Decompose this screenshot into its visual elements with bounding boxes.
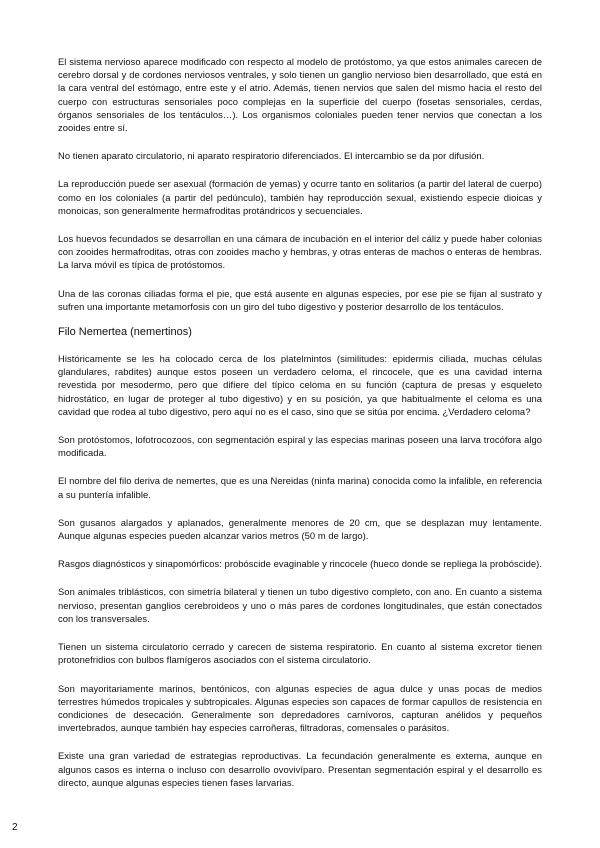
paragraph-body-size: Son gusanos alargados y aplanados, generalmente menores de 20 cm, que se desplazan muy lentamente. Aunque algunas especies pueden alcanzar varios metros (50 m de largo).: [58, 516, 542, 542]
paragraph-circulatory: No tienen aparato circulatorio, ni aparato respiratorio diferenciados. El intercambio se da por difusión.: [58, 150, 485, 162]
paragraph-habitat: Son mayoritariamente marinos, bentónicos, con algunas especies de agua dulce y unas pocas de medios terrestres húmedos tropicales y subtropicales. Algunas especies son capaces de formar capullos de resistencia en condiciones de desecación. Generalmente son depredadores carnívoros, capturan anélidos y pequeños invertebrados, aunque también hay especies carroñeras, filtradoras, comensales o parásitos.: [58, 682, 542, 734]
paragraph-eggs: Los huevos fecundados se desarrollan en una cámara de incubación en el interior del cáliz y puede haber colonias con zooides hermafroditas, otras con zooides macho y hembras, y otras enteras de machos o enteras de hembras. La larva móvil es típica de protóstomos.: [58, 233, 542, 271]
paragraph-name-origin: El nombre del filo deriva de nemertes, que es una Nereidas (ninfa marina) conocida como la infalible, en referencia a su puntería infalible.: [58, 475, 542, 500]
paragraph-anatomy: Son animales triblásticos, con simetría bilateral y tienen un tubo digestivo completo, con ano. En cuanto a sistema nervioso, presentan ganglios cerebroideos y uno o más pares de cordones longitudinales, que están conectados con los transversales.: [58, 586, 542, 624]
paragraph-ciliated-crown: Una de las coronas ciliadas forma el pie, que está ausente en algunas especies, por ese pie se fijan al sustrato y sufren una importante metamorfosis con un giro del tubo digestivo y posterior desarrollo de los tentáculos.: [58, 287, 542, 312]
paragraph-nervous-system: El sistema nervioso aparece modificado con respecto al modelo de protóstomo, ya que estos animales carecen de cerebro dorsal y de cordones nerviosos ventrales, y solo tienen un ganglio nervioso bien desarrollado, que está en la cara ventral del estómago, entre este y el atrio. Además, tienen nervios que salen del mismo hacia el resto del cuerpo con estructuras sensoriales poco complejas en la superficie del cuerpo (fosetas sensoriales, cerdas, órganos sensoriales de los tentáculos…). Los organismos coloniales pueden tener nervios que conectan a los zooides entre sí.: [58, 56, 542, 134]
paragraph-history: Históricamente se les ha colocado cerca de los platelmintos (similitudes: epidermis ciliada, muchas células glandulares, rabdites) aunque estos poseen un verdadero celoma, el rincocele, que es una cavidad interna revestida por mesodermo, pero que difiere del típico celoma en su función (captura de presas y esqueleto hidrostático, en lugar de proteger al tubo digestivo) y en su posición, ya que habitualmente el celoma es una cavidad que rodea al tubo digestivo, pero aquí no es el caso, sino que se sitúa por encima. ¿Verdadero celoma?: [58, 353, 542, 417]
document-page: [58, 55, 542, 804]
paragraph-diagnostic-traits: Rasgos diagnósticos y sinapomórficos: probóscide evaginable y rincocele (hueco donde se repliega la probóscide).: [58, 558, 543, 570]
section-heading: Filo Nemertea (nemertinos): [58, 326, 192, 339]
paragraph-reproductive-strategies: Existe una gran variedad de estrategias reproductivas. La fecundación generalmente es externa, aunque en algunos casos es interna o incluso con desarrollo ovovivíparo. Presentan segmentación espiral y el desarrollo es directo, aunque algunas especies tienen fases larvarias.: [58, 750, 542, 788]
page-number: 2: [12, 822, 18, 833]
paragraph-circulatory-excretory: Tienen un sistema circulatorio cerrado y carecen de sistema respiratorio. En cuanto al sistema excretor tienen protonefridios con bulbos flamígeros asociados con el sistema circulatorio.: [58, 641, 542, 666]
paragraph-reproduction: La reproducción puede ser asexual (formación de yemas) y ocurre tanto en solitarios (a partir del lateral de cuerpo) como en los coloniales (a partir del pedúnculo), también hay reproducción sexual, existiendo especie dioicas y monoicas, son generalmente hermafroditas protándricos y secuenciales.: [58, 178, 542, 216]
paragraph-protostomes: Son protóstomos, lofotrocozoos, con segmentación espiral y las especias marinas poseen una larva trocófora algo modificada.: [58, 434, 542, 459]
